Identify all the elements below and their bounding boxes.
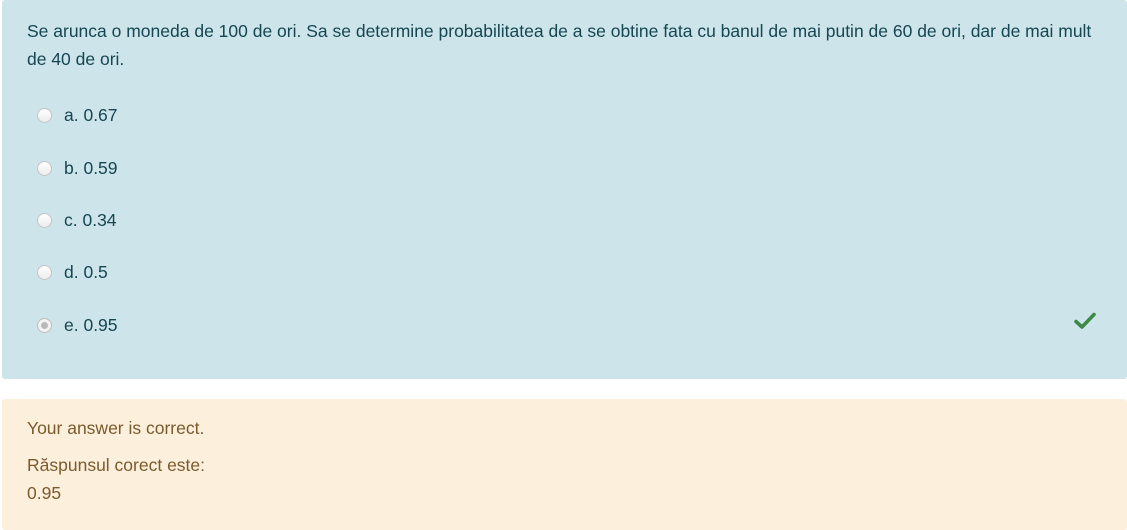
answer-list	[2, 0, 1127, 379]
answer-option-e[interactable]	[37, 312, 118, 338]
answer-label-b: b. 0.59	[64, 157, 118, 178]
question-container	[2, 0, 1127, 379]
answer-option-d[interactable]	[37, 259, 108, 285]
question-text: Se arunca o moneda de 100 de ori. Sa se determine probabilitatea de a se obtine fata cu banul de mai putin de 60 de ori, dar de mai mult de 40 de ori.	[27, 21, 1092, 69]
answer-label-c: c. 0.34	[64, 209, 117, 230]
radio-a[interactable]	[37, 108, 52, 123]
answer-label-a: a. 0.67	[64, 104, 118, 125]
radio-c[interactable]	[37, 213, 52, 228]
feedback-result: Your answer is correct.	[27, 418, 205, 438]
answer-option-a[interactable]	[37, 102, 118, 128]
radio-b[interactable]	[37, 161, 52, 176]
answer-option-c[interactable]	[37, 207, 117, 233]
checkmark-icon	[1074, 311, 1096, 331]
correct-answer-value: 0.95	[27, 483, 62, 503]
correct-answer-label: Răspunsul corect este:	[27, 455, 206, 475]
radio-e-selected[interactable]	[37, 318, 52, 333]
feedback-container	[2, 399, 1127, 530]
answer-label-d: d. 0.5	[64, 261, 108, 282]
answer-option-b[interactable]	[37, 155, 118, 181]
radio-d[interactable]	[37, 265, 52, 280]
answer-label-e: e. 0.95	[64, 314, 118, 335]
